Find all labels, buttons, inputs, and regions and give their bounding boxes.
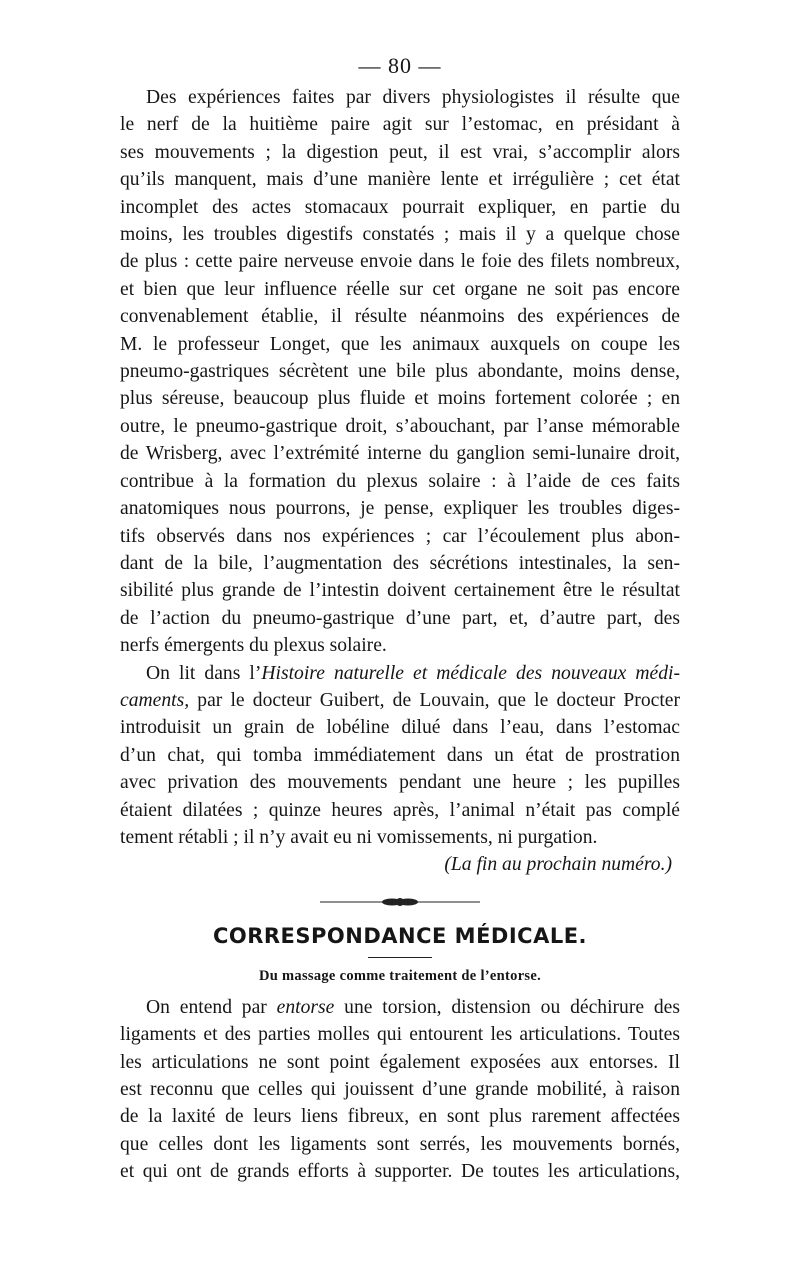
text-line: de l’action du pneumo-gastrique d’une part, et, d’autre part, des	[120, 607, 680, 629]
text-line: nerfs émergents du plexus solaire.	[120, 635, 387, 657]
continued-note	[120, 851, 680, 878]
text-line: le nerf de la huitième paire agit sur l’estomac, en présidant à	[120, 114, 680, 136]
text-line: dant de la bile, l’augmentation des sécrétions intestinales, la sen-	[120, 552, 680, 574]
italic-title: Histoire naturelle et médicale des nouveaux médi-	[261, 662, 681, 684]
section-title: CORRESPONDANCE MÉDICALE.	[212, 923, 588, 948]
italic-title: caments,	[120, 689, 190, 711]
ornament-divider	[320, 897, 480, 907]
text-line: introduisit un grain de lobéline dilué dans l’eau, dans l’estomac	[120, 717, 680, 739]
italic-term: entorse	[276, 996, 335, 1018]
text-run: par le docteur Guibert, de Louvain, que le docteur Procter	[189, 689, 680, 711]
book-page	[120, 52, 680, 1252]
text-line: moins, les troubles digestifs constatés ; mais il y a quelque chose	[120, 224, 680, 246]
text-line: pneumo-gastriques sécrètent une bile plus abondante, moins dense,	[120, 361, 680, 383]
text-line: les articulations ne sont point également exposées aux entorses. Il	[120, 1051, 680, 1073]
text-run: On lit dans l’	[146, 662, 262, 684]
title-rule	[368, 957, 432, 958]
text-line	[120, 994, 680, 1021]
text-line: contribue à la formation du plexus solaire : à l’aide de ces faits	[120, 470, 680, 492]
text-line	[120, 687, 680, 714]
text-line: Des expériences faites par divers physiologistes il résulte que	[146, 87, 680, 108]
text-line: anatomiques nous pourrons, je pense, expliquer les troubles diges-	[120, 498, 680, 520]
text-line: qu’ils manquent, mais d’une manière lente et irrégulière ; cet état	[120, 169, 680, 191]
text-line: plus séreuse, beaucoup plus fluide et moins fortement colorée ; en	[120, 388, 680, 410]
text-line: M. le professeur Longet, que les animaux auxquels on coupe les	[120, 333, 680, 355]
text-run: On entend par	[146, 996, 277, 1018]
paragraph-lobeline	[120, 660, 680, 879]
paragraph-physiology	[120, 84, 680, 660]
text-line: outre, le pneumo-gastrique droit, s’abouchant, par l’anse mémorable	[120, 415, 680, 437]
text-line: tement rétabli ; il n’y avait eu ni vomissements, ni purgation.	[120, 826, 598, 848]
text-line: de la laxité de leurs liens fibreux, en sont plus rarement affectées	[120, 1106, 680, 1128]
text-line: et bien que leur influence réelle sur cet organe ne soit pas encore	[120, 278, 680, 300]
text-line: ligaments et des parties molles qui entourent les articulations. Toutes	[120, 1024, 680, 1046]
continued-note-text: (La fin au prochain numéro.)	[444, 854, 672, 876]
text-line: d’un chat, qui tomba immédiatement dans un état de prostration	[120, 744, 680, 766]
paragraph-entorse	[120, 994, 680, 1186]
text-line: est reconnu que celles qui jouissent d’une grande mobilité, à raison	[120, 1079, 680, 1100]
text-line: convenablement établie, il résulte néanmoins des expériences de	[120, 306, 680, 328]
text-line: sibilité plus grande de l’intestin doivent certainement être le résultat	[120, 580, 680, 602]
page-number: — 80 —	[358, 53, 442, 78]
text-line: et qui ont de grands efforts à supporter. De toutes les articulations,	[120, 1161, 680, 1183]
text-line	[120, 660, 680, 687]
text-line: étaient dilatées ; quinze heures après, l’animal n’était pas complé	[120, 799, 680, 821]
text-line: ses mouvements ; la digestion peut, il est vrai, s’accomplir alors	[120, 141, 680, 163]
text-line: avec privation des mouvements pendant une heure ; les pupilles	[120, 772, 680, 794]
text-line: de plus : cette paire nerveuse envoie dans le foie des filets nombreux,	[120, 251, 680, 273]
text-run: une torsion, distension ou déchirure des	[334, 996, 680, 1018]
text-line: incomplet des actes stomacaux pourrait expliquer, en partie du	[120, 196, 680, 218]
text-line: tifs observés dans nos expériences ; car l’écoulement plus abon-	[120, 525, 680, 547]
text-line: que celles dont les ligaments sont serrés, les mouvements bornés,	[120, 1133, 680, 1155]
text-line: de Wrisberg, avec l’extrémité interne du ganglion semi-lunaire droit,	[120, 443, 680, 465]
section-subtitle: Du massage comme traitement de l’entorse.	[258, 967, 542, 984]
